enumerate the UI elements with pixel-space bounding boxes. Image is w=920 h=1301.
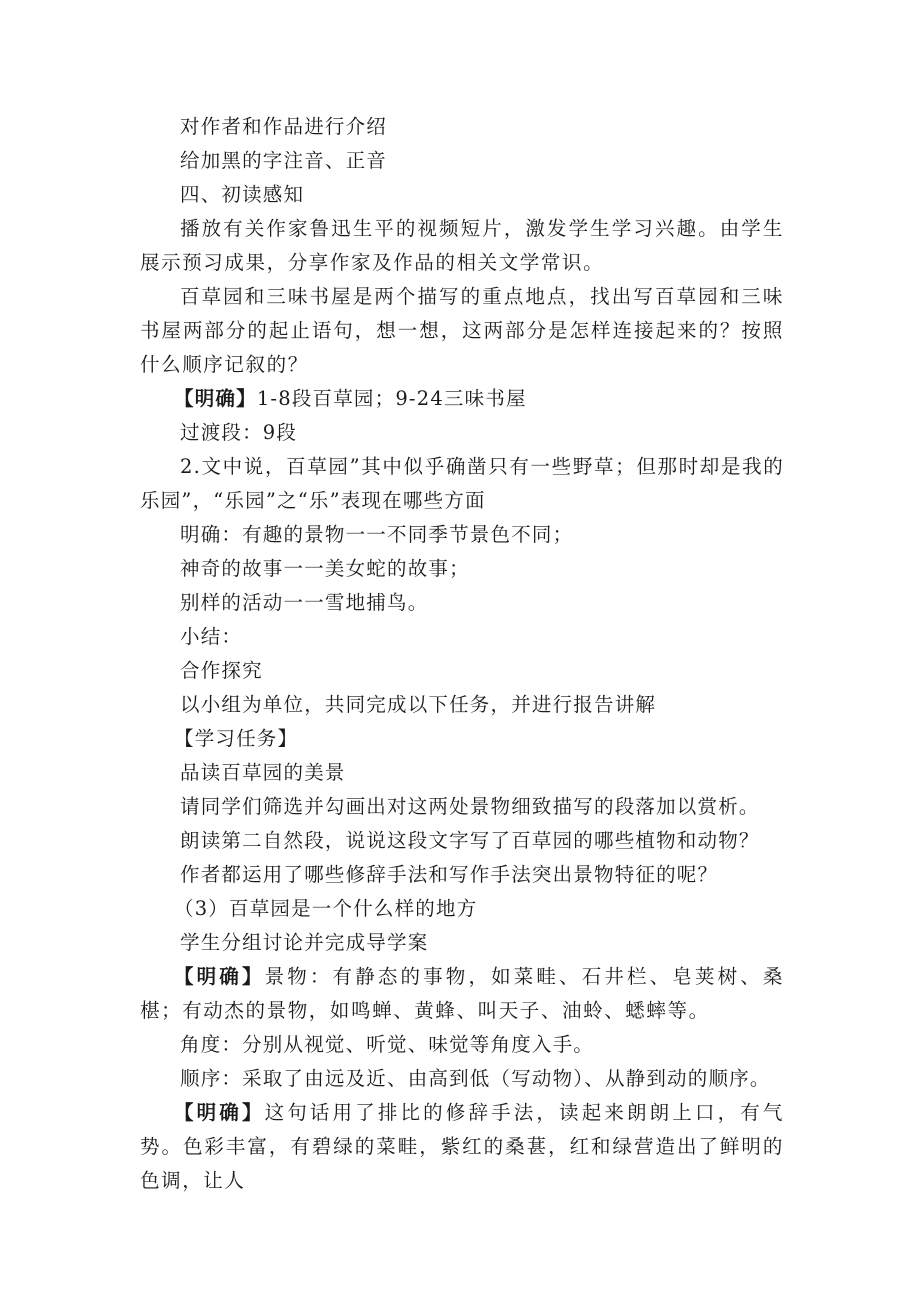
paragraph-1: 对作者和作品进行介绍 bbox=[180, 115, 388, 138]
paragraph-clarify-2 bbox=[140, 960, 784, 1028]
paragraph-clarify-1 bbox=[140, 382, 784, 416]
paragraph-activity: 别样的活动一一雪地捕鸟。 bbox=[180, 591, 429, 614]
paragraph-angle: 角度：分别从视觉、听觉、味觉等角度入手。 bbox=[180, 1033, 595, 1056]
label-learning-task: 【学习任务】 bbox=[174, 727, 299, 750]
paragraph-rhetoric-question: 作者都运用了哪些修辞手法和写作手法突出景物特征的呢？ bbox=[180, 863, 719, 886]
paragraph-screen-passages: 请同学们筛选并勾画出对这两处景物细致描写的段落加以赏析。 bbox=[180, 795, 760, 818]
paragraph-question-2: 2.文中说，百草园”其中似乎确凿只有一些野草；但那时却是我的乐园”，“乐园”之“乐”表现在哪些方面 bbox=[140, 455, 784, 512]
section-heading-initial-reading: 四、初读感知 bbox=[180, 183, 305, 206]
document-page bbox=[140, 110, 784, 1290]
paragraph-read-scenery: 品读百草园的美景 bbox=[180, 761, 346, 784]
paragraph-story: 神奇的故事一一美女蛇的故事； bbox=[180, 557, 470, 580]
paragraph-summary: 小结： bbox=[180, 625, 243, 648]
paragraph-clarify-3 bbox=[140, 1096, 784, 1198]
paragraph-group-task: 以小组为单位，共同完成以下任务，并进行报告讲解 bbox=[180, 693, 657, 716]
paragraph-clarify-scenery: 明确：有趣的景物一一不同季节景色不同； bbox=[180, 523, 574, 546]
clarify-text: 这句话用了排比的修辞手法，读起来朗朗上口，有气势。色彩丰富，有碧绿的菜畦，紫红的桑葚，红和绿营造出了鲜明的色调，让人 bbox=[140, 1101, 784, 1192]
paragraph-2: 给加黑的字注音、正音 bbox=[180, 149, 388, 172]
paragraph-read-second: 朗读第二自然段，说说这段文字写了百草园的哪些植物和动物？ bbox=[180, 829, 760, 852]
section-heading-cooperation: 合作探究 bbox=[180, 659, 263, 682]
paragraph-question-3: （3）百草园是一个什么样的地方 bbox=[174, 897, 478, 920]
clarify-text: 景物：有静态的事物，如菜畦、石井栏、皂荚树、桑椹；有动杰的景物，如鸣蝉、黄蜂、叫天子、油蛉、蟋蟀等。 bbox=[140, 965, 784, 1022]
clarify-text: 1-8段百草园；9-24三味书屋 bbox=[256, 387, 527, 410]
paragraph-order: 顺序：采取了由远及近、由高到低（写动物）、从静到动的顺序。 bbox=[180, 1067, 771, 1090]
clarify-label: 【明确】 bbox=[174, 965, 265, 988]
clarify-label: 【明确】 bbox=[174, 1101, 265, 1124]
clarify-label: 【明确】 bbox=[174, 387, 257, 410]
paragraph-video-intro: 播放有关作家鲁迅生平的视频短片，激发学生学习兴趣。由学生展示预习成果，分享作家及作品的相关文学常识。 bbox=[140, 217, 784, 274]
paragraph-group-discuss: 学生分组讨论并完成导学案 bbox=[180, 931, 429, 954]
paragraph-transition: 过渡段：9段 bbox=[180, 421, 298, 444]
paragraph-garden-question: 百草园和三味书屋是两个描写的重点地点，找出写百草园和三味书屋两部分的起止语句，想一想，这两部分是怎样连接起来的？按照什么顺序记叙的？ bbox=[140, 285, 784, 376]
